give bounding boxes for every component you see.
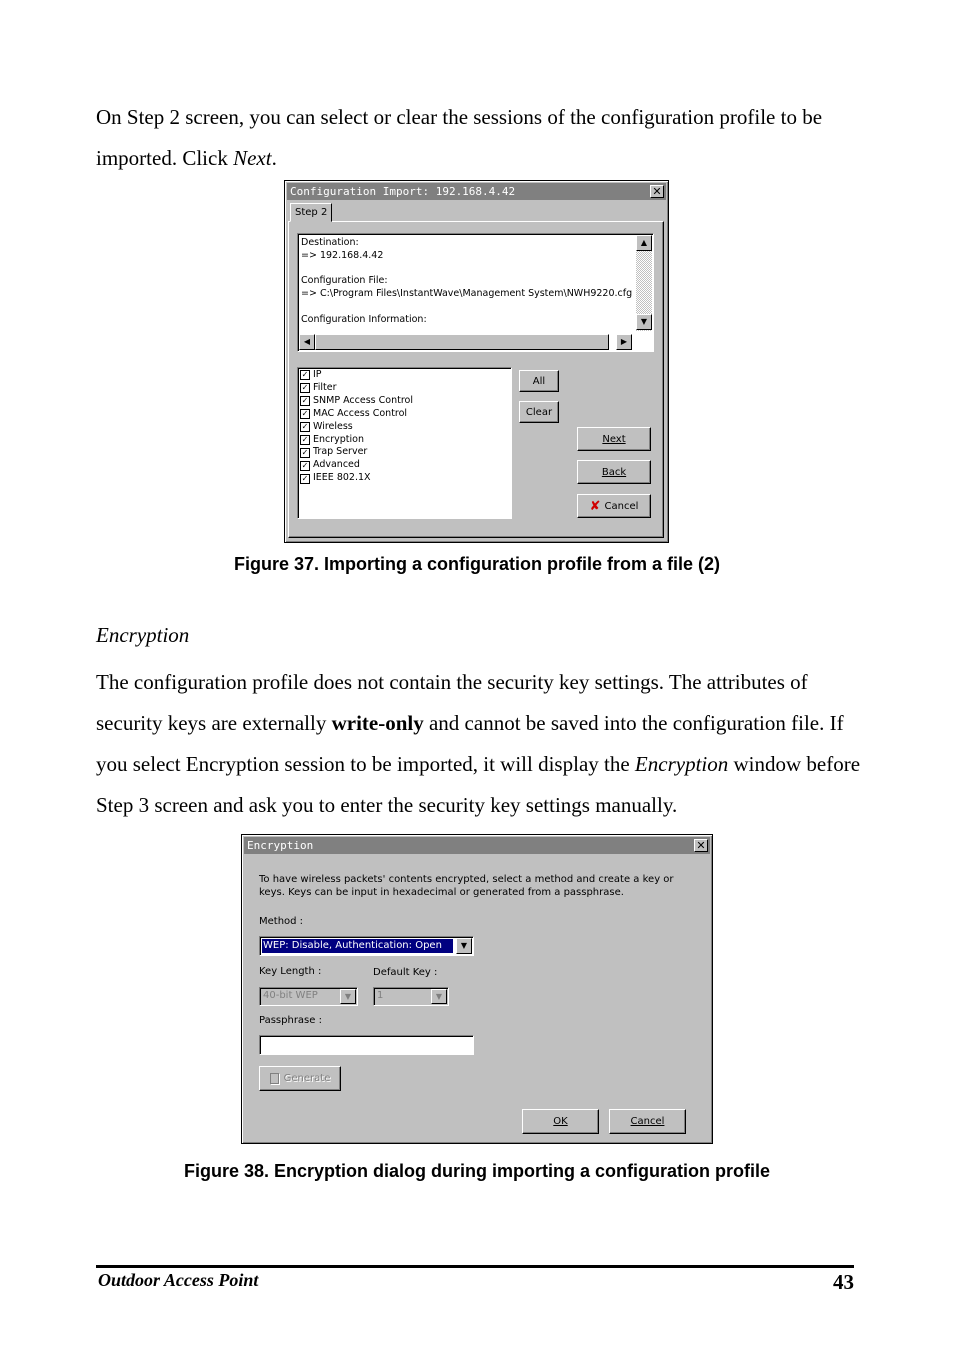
session-item-label: Encryption [313,433,365,445]
session-item-label: Advanced [313,459,360,471]
encryption-text-1: The configuration profile does not contain the security key settings. The attributes of security keys are externally [96,670,808,735]
session-item-label: SNMP Access Control [313,394,413,406]
session-item[interactable] [300,421,413,434]
all-button[interactable]: All [519,370,559,392]
intro-text: On Step 2 screen, you can select or clear the sessions of the configuration profile to be imported. Click [96,105,823,170]
scroll-right-icon[interactable]: ▶ [616,334,632,350]
config-import-dialog [284,180,669,543]
back-button[interactable] [577,460,651,484]
chevron-down-icon[interactable]: ▼ [431,989,447,1004]
scroll-up-icon[interactable]: ▲ [636,235,652,251]
checkbox-checked-icon[interactable]: ✓ [301,422,309,432]
checkbox-checked-icon[interactable]: ✓ [301,473,309,483]
checkbox-checked-icon[interactable]: ✓ [301,460,309,470]
default-key-value: 1 [377,990,384,1001]
checkbox-checked-icon[interactable]: ✓ [301,447,309,457]
cancel-button[interactable] [609,1109,686,1134]
encryption-titlebar [244,837,710,854]
session-item-label: Trap Server [313,446,368,458]
default-key-select[interactable] [373,987,449,1006]
key-length-select[interactable] [259,987,358,1006]
session-item-label: IP [313,369,322,380]
key-length-value: 40-bit WEP [263,990,318,1001]
encryption-text-3: window before Step 3 screen and ask you to enter the security key settings manually. [96,752,861,817]
session-list [300,369,413,485]
scroll-down-icon[interactable]: ▼ [636,314,652,330]
config-import-title: Configuration Import: 192.168.4.42 [290,185,516,198]
session-item[interactable] [300,434,413,447]
page-number: 43 [833,1270,854,1294]
horizontal-scroll-thumb[interactable] [315,334,609,350]
passphrase-input[interactable] [259,1035,474,1055]
clear-button[interactable]: Clear [519,401,559,423]
encryption-paragraph [96,662,866,826]
method-label: Method : [259,916,304,927]
cancel-button[interactable] [577,494,651,518]
info-line: => C:\Program Files\InstantWave\Management System\NWH9220.cfg [301,288,633,300]
session-item[interactable] [300,472,413,485]
checkbox-checked-icon[interactable]: ✓ [301,383,309,393]
configuration-info-textbox[interactable] [297,233,654,352]
next-button[interactable] [577,427,651,451]
figure-38-caption: Figure 38. Encryption dialog during importing a configuration profile [183,1161,770,1181]
info-line: Configuration File: [301,275,388,287]
default-key-label: Default Key : [373,967,438,978]
session-item-label: Wireless [313,420,353,432]
scroll-left-icon[interactable]: ◀ [299,334,315,350]
info-line: Configuration Information: [301,313,427,325]
back-button-label: Back [601,466,627,478]
checkbox-checked-icon[interactable]: ✓ [301,370,309,380]
session-item[interactable] [300,395,413,408]
ok-button[interactable] [522,1109,599,1134]
tab-step-2[interactable]: Step 2 [290,203,332,222]
method-selected-value: WEP: Disable, Authentication: Open [262,939,453,953]
info-line [301,263,632,276]
close-icon[interactable]: ✕ [650,185,664,198]
checkbox-checked-icon[interactable]: ✓ [301,434,309,444]
intro-next-word: Next [233,146,272,170]
cancel-x-icon: ✘ [589,498,601,514]
footer-title: Outdoor Access Point [98,1270,259,1290]
info-line: Destination: [301,237,359,248]
write-only-text: write-only [331,711,424,735]
info-line [301,301,632,314]
cancel-button-label: Cancel [630,1116,665,1127]
calculator-icon [270,1073,279,1084]
encryption-text-2: and cannot be saved into the configuration file. If you select Encryption session to be imported, it will display the [96,711,844,776]
session-item-label: MAC Access Control [313,407,408,419]
generate-button[interactable] [259,1066,341,1091]
session-item[interactable] [300,408,413,421]
cancel-button-label: Cancel [604,500,639,512]
session-item[interactable] [300,459,413,472]
ok-button-label: OK [553,1116,568,1127]
chevron-down-icon[interactable]: ▼ [456,938,472,954]
footer-rule [96,1265,854,1268]
encryption-description: To have wireless packets' contents encrypted, select a method and create a key or keys. Keys can be input in hexadecimal or generated from a passphrase. [259,874,674,898]
encryption-dialog-title: Encryption [247,839,314,852]
figure-37-caption: Figure 37. Importing a configuration profile from a file (2) [233,554,721,574]
session-item[interactable] [300,369,413,382]
config-import-titlebar [287,183,666,200]
passphrase-label: Passphrase : [259,1015,322,1026]
session-item-label: Filter [313,381,337,393]
intro-paragraph [96,97,866,179]
session-item[interactable] [300,382,413,395]
configuration-info-text [301,237,632,327]
session-item[interactable] [300,446,413,459]
method-select[interactable] [259,936,474,956]
info-line: => 192.168.4.42 [301,249,384,261]
encryption-window-word: Encryption [634,752,729,776]
close-icon[interactable]: ✕ [694,839,708,852]
session-checklist[interactable] [297,367,512,519]
next-button-label: Next [602,433,626,445]
session-item-label: IEEE 802.1X [313,472,371,484]
encryption-heading: Encryption [96,623,190,647]
generate-button-label: Generate [283,1073,331,1084]
key-length-label: Key Length : [259,966,322,977]
encryption-dialog [241,834,713,1144]
checkbox-checked-icon[interactable]: ✓ [301,409,309,419]
chevron-down-icon[interactable]: ▼ [340,989,356,1004]
intro-period: . [271,146,277,170]
checkbox-checked-icon[interactable]: ✓ [301,396,309,406]
